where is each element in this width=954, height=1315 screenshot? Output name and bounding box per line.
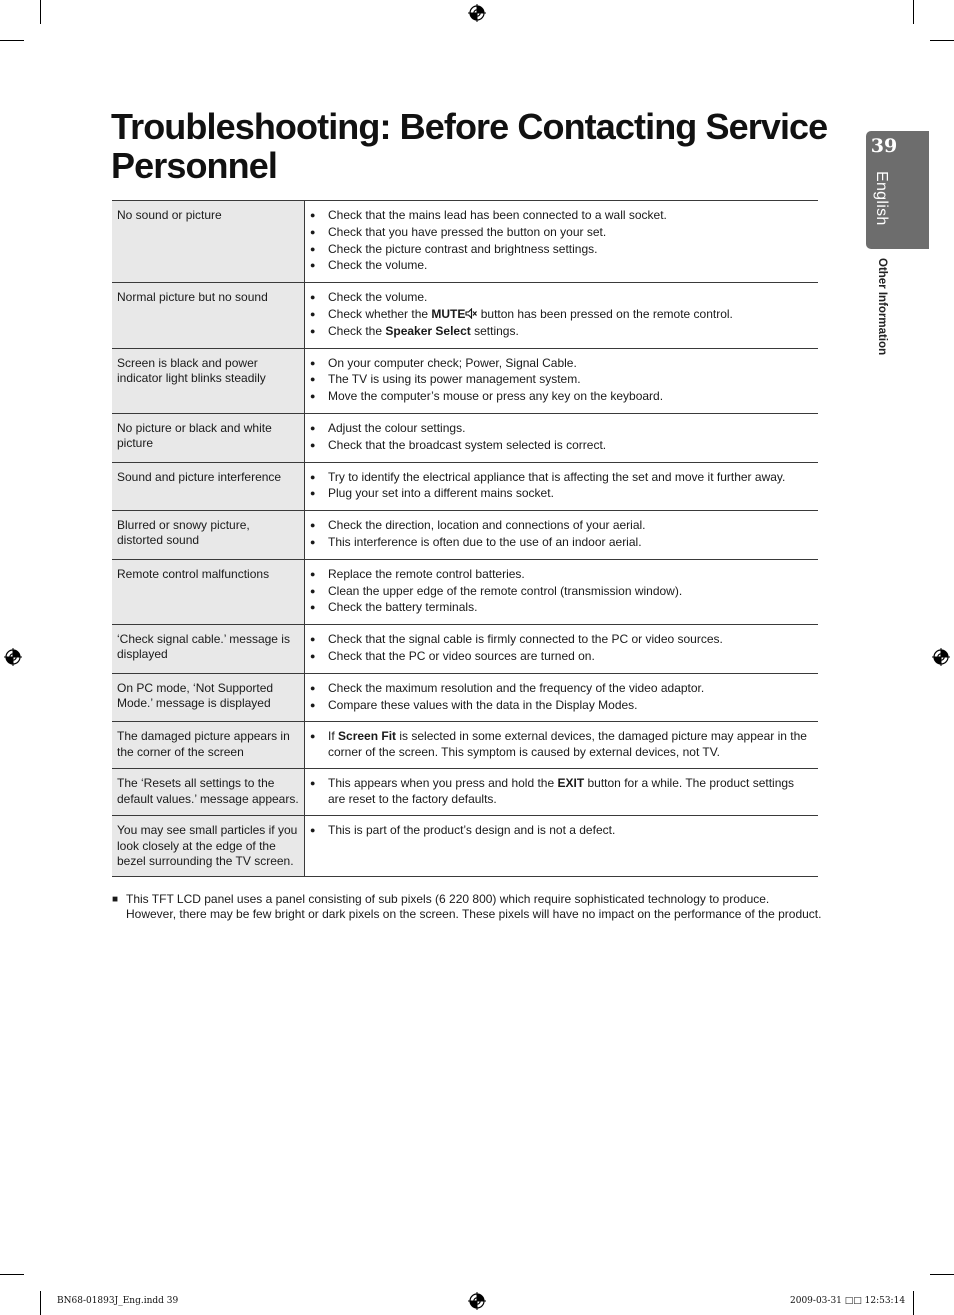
solutions-cell [305, 413, 819, 462]
problem-cell: On PC mode, ‘Not Supported Mode.’ message is displayed [112, 673, 305, 722]
crop-mark [930, 40, 954, 41]
solution-text: settings. [470, 323, 519, 338]
solution-text: If [328, 729, 339, 744]
page-tab [866, 131, 929, 249]
solutions-cell [305, 201, 819, 283]
solution-list [310, 776, 812, 806]
solutions-cell [305, 559, 819, 624]
solution-item: ● This interference is often due to the use of an indoor aerial. [310, 535, 812, 550]
solution-list [310, 356, 812, 405]
solution-item: ● Check the battery terminals. [310, 600, 812, 615]
pixel-note-line-1: This TFT LCD panel uses a panel consisting of sub pixels (6 220 800) which require sophisticated technology to produce. [126, 892, 770, 906]
problem-cell: No picture or black and white picture [112, 413, 305, 462]
solution-list [310, 632, 812, 664]
crop-mark [40, 1291, 41, 1315]
registration-mark-icon [468, 1292, 486, 1310]
solutions-cell [305, 769, 819, 816]
solution-bold-term: Screen Fit [338, 729, 397, 744]
table-row [112, 722, 818, 769]
solution-text: button has been pressed on the remote control. [477, 306, 733, 321]
solution-item: ● Check the maximum resolution and the frequency of the video adaptor. [310, 681, 812, 696]
crop-mark [40, 0, 41, 24]
solutions-cell [305, 673, 819, 722]
table-row [112, 769, 818, 816]
solution-text: Check the [328, 323, 386, 338]
solution-item: ● The TV is using its power management system. [310, 372, 812, 387]
problem-cell: ‘Check signal cable.’ message is displayed [112, 625, 305, 674]
solution-item: ● Check that the PC or video sources are turned on. [310, 649, 812, 664]
solution-item [310, 324, 812, 339]
solutions-cell [305, 348, 819, 413]
solution-item: ● Check that the broadcast system selected is correct. [310, 438, 812, 453]
solutions-cell [305, 625, 819, 674]
solution-text: button for a while. The product settings are reset to the factory defaults. [328, 776, 795, 806]
table-row [112, 283, 818, 348]
solution-item: ● Check the picture contrast and brightness settings. [310, 242, 812, 257]
pixel-note [112, 892, 856, 922]
pixel-note-line-2: However, there may be few bright or dark pixels on the screen. These pixels will have no impact on the performance of the product. [126, 907, 822, 922]
solution-item: ● Check the direction, location and connections of your aerial. [310, 518, 812, 533]
table-row [112, 201, 818, 283]
solution-list [310, 470, 812, 502]
language-label: English [873, 171, 890, 226]
solution-text: is selected in some external devices, the damaged picture may appear in the corner of the screen. This symptom is caused by external devices, not TV. [328, 729, 807, 759]
page-number: 39 [870, 135, 898, 157]
solution-list [310, 729, 812, 759]
registration-mark-icon [4, 648, 22, 666]
solutions-cell [305, 816, 819, 877]
crop-mark [913, 1291, 914, 1315]
solution-list [310, 518, 812, 550]
solution-text: Check whether the [328, 306, 432, 321]
table-row [112, 348, 818, 413]
solution-bold-term: MUTE [431, 306, 466, 321]
solution-item: ● Clean the upper edge of the remote control (transmission window). [310, 584, 812, 599]
problem-cell: The ‘Resets all settings to the default values.’ message appears. [112, 769, 305, 816]
solution-list [310, 290, 812, 339]
crop-mark [0, 1274, 24, 1275]
solution-list [310, 567, 812, 616]
table-row [112, 673, 818, 722]
solution-item: ● Check that the mains lead has been connected to a wall socket. [310, 208, 812, 223]
solution-item: ● Compare these values with the data in the Display Modes. [310, 698, 812, 713]
footer-date: 2009-03-31 □□ 12:53:14 [790, 1296, 906, 1306]
solution-bold-term: Speaker Select [385, 323, 471, 338]
solution-item: ● Move the computer’s mouse or press any key on the keyboard. [310, 389, 812, 404]
problem-cell: You may see small particles if you look closely at the edge of the bezel surrounding the TV screen. [112, 816, 305, 877]
solution-text: This appears when you press and hold the [328, 776, 558, 791]
table-row [112, 625, 818, 674]
solution-item: ● Try to identify the electrical appliance that is affecting the set and move it further away. [310, 470, 812, 485]
problem-cell: Screen is black and power indicator light blinks steadily [112, 348, 305, 413]
solutions-cell [305, 283, 819, 348]
solution-item: ● This is part of the product’s design and is not a defect. [310, 823, 812, 838]
solution-item: ● Plug your set into a different mains socket. [310, 486, 812, 501]
solution-list [310, 208, 812, 274]
problem-cell: Normal picture but no sound [112, 283, 305, 348]
solution-item [310, 776, 812, 806]
table-row [112, 413, 818, 462]
registration-mark-icon [932, 648, 950, 666]
table-row [112, 511, 818, 560]
solution-bold-term: EXIT [557, 776, 585, 791]
table-row [112, 559, 818, 624]
solution-item [310, 307, 812, 322]
solution-item: ● Replace the remote control batteries. [310, 567, 812, 582]
mute-icon [465, 308, 477, 319]
table-row [112, 816, 818, 877]
problem-cell: No sound or picture [112, 201, 305, 283]
page-title: Troubleshooting: Before Contacting Service Personnel [111, 106, 828, 186]
solution-list [310, 421, 812, 453]
solutions-cell [305, 722, 819, 769]
solution-item: ● On your computer check; Power, Signal Cable. [310, 356, 812, 371]
crop-mark [0, 40, 24, 41]
solution-list [310, 823, 812, 838]
problem-cell: The damaged picture appears in the corner of the screen [112, 722, 305, 769]
solution-list [310, 681, 812, 713]
solution-item: ● Adjust the colour settings. [310, 421, 812, 436]
crop-mark [930, 1274, 954, 1275]
solution-item: ● Check the volume. [310, 290, 812, 305]
solution-item [310, 729, 812, 759]
solution-item: ● Check that the signal cable is firmly connected to the PC or video sources. [310, 632, 812, 647]
problem-cell: Remote control malfunctions [112, 559, 305, 624]
section-label: Other Information [876, 258, 888, 356]
square-bullet-icon: ■ [112, 894, 119, 905]
solution-item: ● Check that you have pressed the button on your set. [310, 225, 812, 240]
registration-mark-icon [468, 4, 486, 22]
crop-mark [913, 0, 914, 24]
solution-item: ● Check the volume. [310, 258, 812, 273]
table-row [112, 462, 818, 511]
troubleshooting-table-body [112, 201, 818, 877]
footer-file: BN68-01893J_Eng.indd 39 [57, 1296, 179, 1306]
problem-cell: Blurred or snowy picture, distorted sound [112, 511, 305, 560]
solutions-cell [305, 511, 819, 560]
solutions-cell [305, 462, 819, 511]
problem-cell: Sound and picture interference [112, 462, 305, 511]
troubleshooting-table [112, 200, 818, 877]
